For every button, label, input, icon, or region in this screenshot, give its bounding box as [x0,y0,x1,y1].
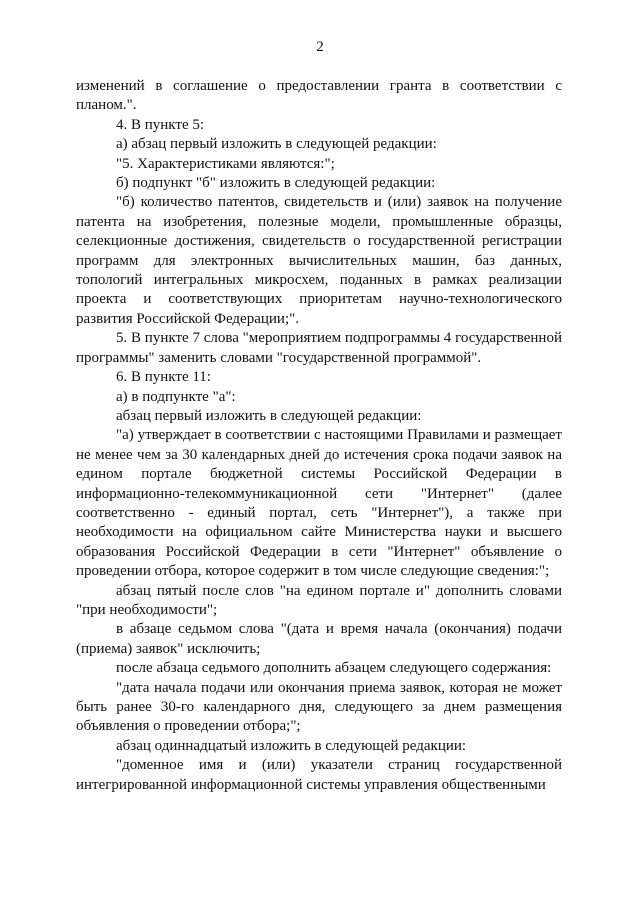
page-number: 2 [316,39,324,55]
paragraph-9: а) в подпункте "а": [116,388,236,405]
paragraph-10: абзац первый изложить в следующей редакции: [116,407,422,424]
paragraph-4: "5. Характеристиками являются:"; [116,155,335,172]
paragraph-11: "а) утверждает в соответствии с настоящими Правилами и размещает не менее чем за 30 календарных дней до истечения срока подачи заявок на едином портале бюджетной системы Российской Федерации в информационно-телекоммуникационной сети "Интернет" (далее соответственно - единый портал, сеть "Интернет"), а также при необходимости на официальном сайте Министерства науки и высшего образования Российской Федерации в сети "Интернет" объявление о проведении отбора, которое содержит в том числе следующие сведения:"; [76,427,562,580]
paragraph-1: изменений в соглашение о предоставлении гранта в соответствии с планом.". [76,78,562,114]
paragraph-14: после абзаца седьмого дополнить абзацем следующего содержания: [116,660,552,677]
paragraph-7: 5. В пункте 7 слова "мероприятием подпрограммы 4 государственной программы" заменить словами "государственной программой". [76,330,562,366]
paragraph-17: "доменное имя и (или) указатели страниц государственной интегрированной информационной системы управления общественными [76,757,562,793]
paragraph-2: 4. В пункте 5: [116,116,205,133]
paragraph-3: а) абзац первый изложить в следующей редакции: [116,136,437,153]
document-body [76,77,562,795]
paragraph-15: "дата начала подачи или окончания приема заявок, которая не может быть ранее 30-го календарного дня, следующего за днем размещения объявления о проведении отбора;"; [76,679,562,735]
paragraph-8: 6. В пункте 11: [116,369,211,386]
paragraph-16: абзац одиннадцатый изложить в следующей редакции: [116,737,467,754]
paragraph-12: абзац пятый после слов "на едином портале и" дополнить словами "при необходимости"; [76,582,562,618]
paragraph-5: б) подпункт "б" изложить в следующей редакции: [116,175,436,192]
paragraph-6: "б) количество патентов, свидетельств и (или) заявок на получение патента на изобретения, полезные модели, промышленные образцы, селекционные достижения, свидетельств о государственной регистрации программ для электронных вычислительных машин, баз данных, топологий интегральных микросхем, поданных в рамках реализации проекта и соответствующих приоритетам научно-технологического развития Российской Федерации;". [76,194,562,327]
paragraph-13: в абзаце седьмом слова "(дата и время начала (окончания) подачи (приема) заявок" исключить; [76,621,562,657]
